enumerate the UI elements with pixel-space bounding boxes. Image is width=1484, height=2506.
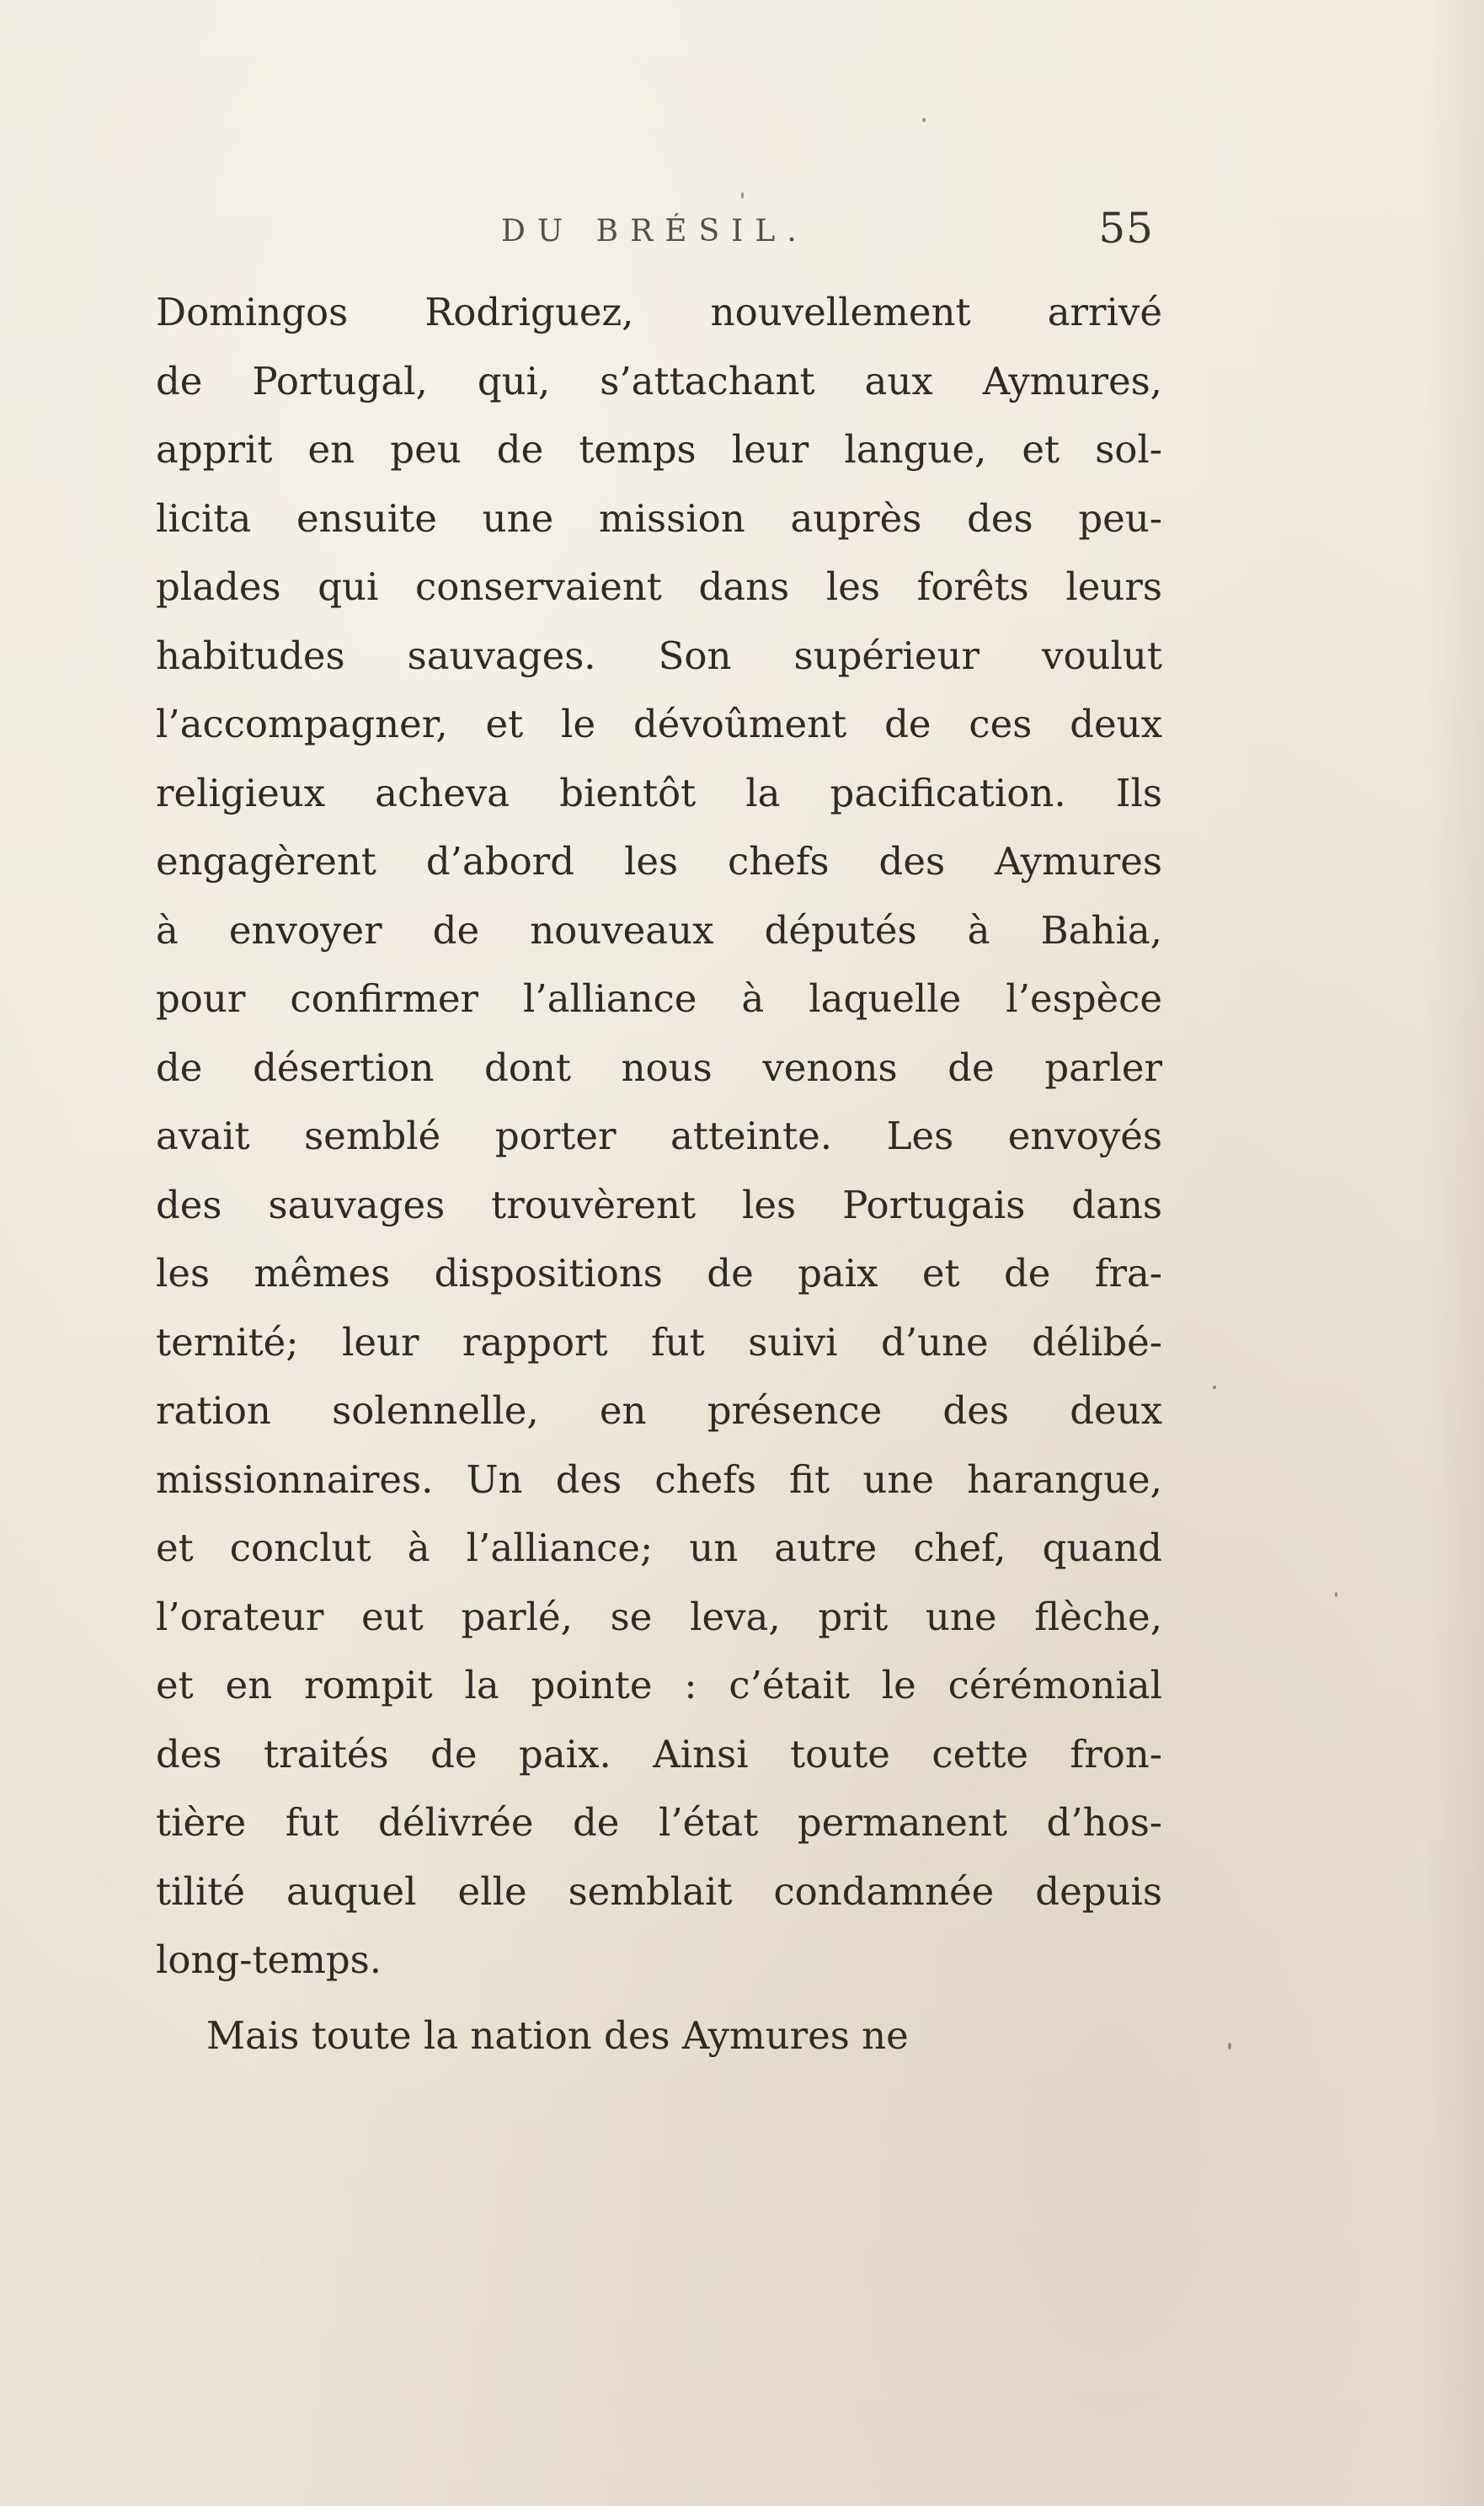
text-line: les mêmes dispositions de paix et de fra-: [156, 1251, 1162, 1296]
text-line: des traités de paix. Ainsi toute cette fron-: [156, 1731, 1162, 1777]
paragraph-first-line: Mais toute la nation des Aymures ne: [206, 2012, 909, 2058]
text-line: plades qui conservaient dans les forêts leurs: [156, 564, 1162, 609]
text-line: des sauvages trouvèrent les Portugais dans: [156, 1182, 1162, 1227]
body-text: [156, 278, 1162, 2070]
text-line: pour confirmer l’alliance à laquelle l’espèce: [156, 976, 1162, 1021]
text-line: de Portugal, qui, s’attachant aux Aymures,: [156, 358, 1162, 403]
paper-speck: [922, 118, 926, 122]
text-line: religieux acheva bientôt la pacification. Ils: [156, 770, 1162, 815]
text-line: apprit en peu de temps leur langue, et sol-: [156, 427, 1162, 472]
text-line: avait semblé porter atteinte. Les envoyés: [156, 1114, 1162, 1158]
text-line: l’accompagner, et le dévoûment de ces deux: [156, 702, 1162, 746]
page-edge-shadow: [1425, 0, 1484, 2506]
text-line: ration solennelle, en présence des deux: [156, 1388, 1162, 1433]
page-header: [152, 204, 1154, 268]
paper-speck: [1335, 1592, 1337, 1597]
page-number: 55: [1098, 204, 1154, 253]
paper-speck: [1213, 1386, 1216, 1389]
paper-speck: [741, 192, 744, 199]
text-line: habitudes sauvages. Son supérieur voulut: [156, 633, 1162, 678]
text-line: et conclut à l’alliance; un autre chef, quand: [156, 1526, 1162, 1570]
text-line: l’orateur eut parlé, se leva, prit une flèche,: [156, 1594, 1162, 1639]
text-line: tière fut délivrée de l’état permanent d’hos-: [156, 1800, 1162, 1845]
paper-speck: [1228, 2043, 1231, 2049]
text-line: Domingos Rodriguez, nouvellement arrivé: [156, 290, 1162, 334]
text-line: ternité; leur rapport fut suivi d’une délibé-: [156, 1319, 1162, 1365]
text-line: licita ensuite une mission auprès des peu-: [156, 495, 1162, 541]
text-line: à envoyer de nouveaux députés à Bahia,: [156, 907, 1162, 953]
text-line: long-temps.: [156, 1937, 382, 1982]
running-title: DU BRÉSIL.: [501, 214, 809, 248]
text-line: missionnaires. Un des chefs fit une harangue,: [156, 1456, 1162, 1502]
text-line: tilité auquel elle semblait condamnée depuis: [156, 1868, 1162, 1914]
text-line: engagèrent d’abord les chefs des Aymures: [156, 839, 1162, 884]
text-line: et en rompit la pointe : c’était le cérémonial: [156, 1663, 1162, 1707]
text-line: de désertion dont nous venons de parler: [156, 1045, 1162, 1090]
